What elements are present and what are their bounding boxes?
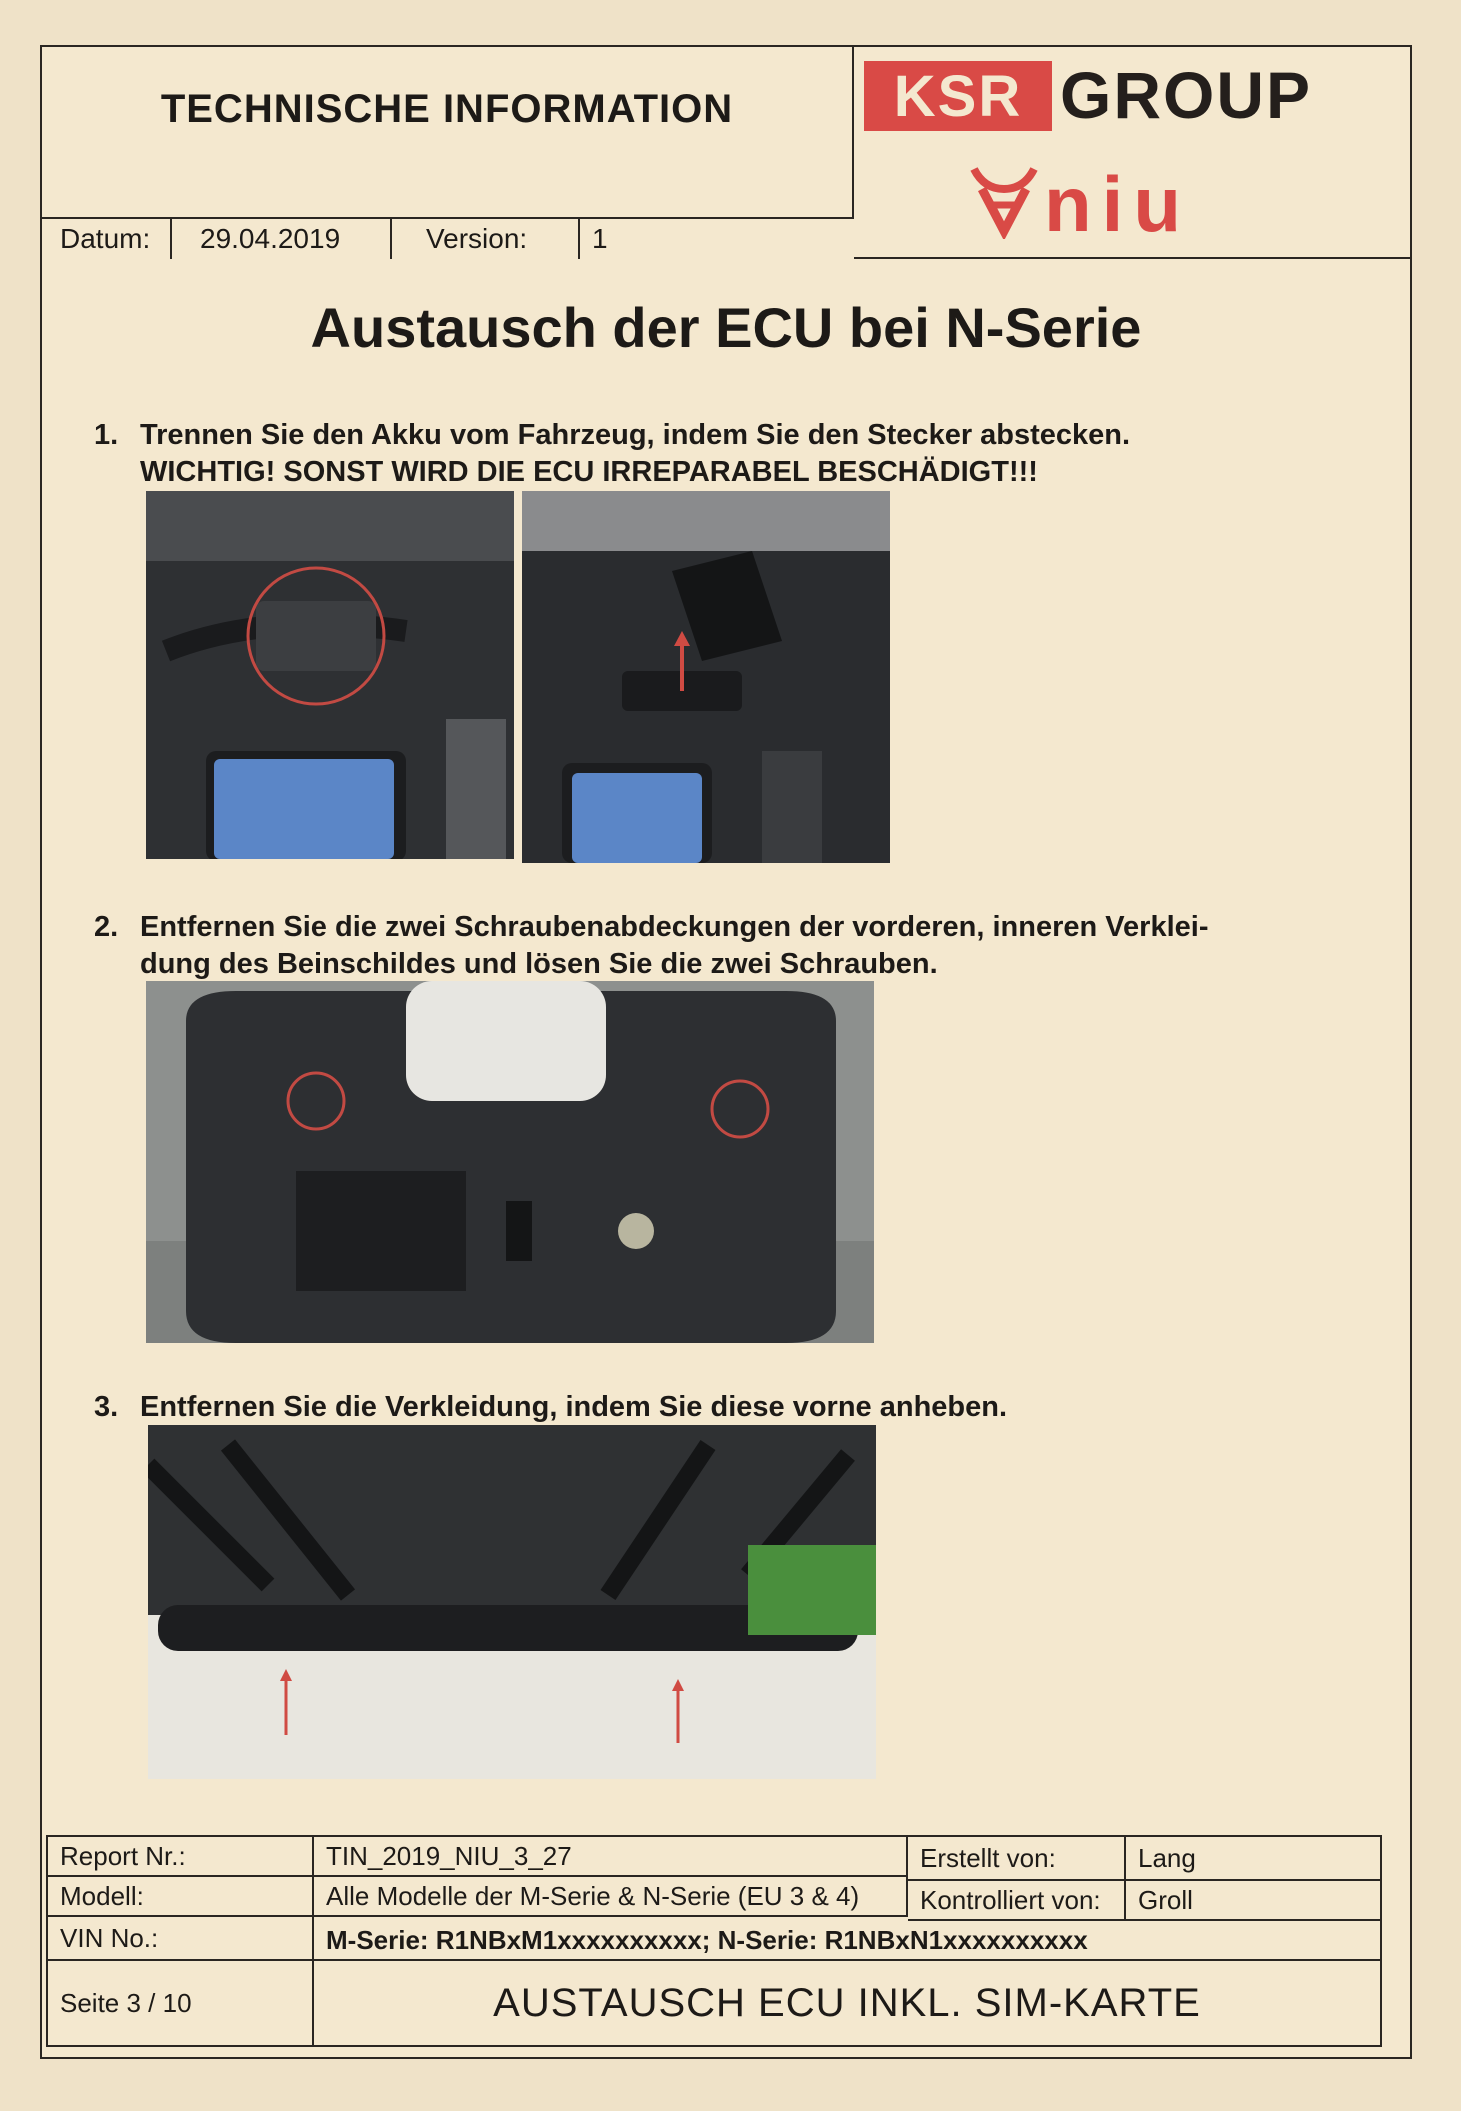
datum-value: 29.04.2019 [172, 219, 392, 259]
step-number: 1. [94, 419, 119, 451]
header-title-box [42, 47, 854, 219]
report-footer-table [46, 1835, 1382, 2047]
kontrolliert-value: Groll [1126, 1881, 1380, 1921]
kontrolliert-label: Kontrolliert von: [908, 1881, 1126, 1921]
panel-removal-image [148, 1425, 876, 1779]
photo-connector-unplugged [522, 491, 890, 863]
step-number: 2. [94, 911, 119, 943]
photo-screw-covers [146, 981, 874, 1343]
version-label: Version: [392, 219, 580, 259]
version-value: 1 [592, 223, 608, 254]
niu-bull-icon [964, 159, 1044, 239]
step-text: Trennen Sie den Akku vom Fahrzeug, indem Sie den Stecker abstecken. [140, 419, 1131, 451]
step-text: Entfernen Sie die zwei Schraubenabdeckungen der vorderen, inneren Verklei- [140, 911, 1209, 943]
erstellt-value: Lang [1126, 1837, 1380, 1881]
connector-unplugged-image [522, 491, 890, 863]
group-logo-text: GROUP [1060, 58, 1313, 132]
vin-label: VIN No.: [48, 1917, 314, 1961]
logo-box [854, 47, 1410, 259]
step-3 [94, 1389, 1007, 1426]
screw-covers-image [146, 981, 874, 1343]
report-value: TIN_2019_NIU_3_27 [314, 1837, 908, 1877]
step-number: 3. [94, 1391, 119, 1423]
battery-connector-image [146, 491, 514, 859]
ksr-logo: KSR [864, 61, 1052, 131]
modell-label: Modell: [48, 1877, 314, 1917]
erstellt-label: Erstellt von: [908, 1837, 1126, 1881]
photo-battery-connector [146, 491, 514, 859]
niu-logo-text: niu [1044, 160, 1191, 248]
header-meta-row [42, 217, 852, 259]
datum-label: Datum: [42, 219, 172, 259]
step-warning: WICHTIG! SONST WIRD DIE ECU IRREPARABEL BESCHÄDIGT!!! [140, 456, 1038, 488]
modell-value: Alle Modelle der M-Serie & N-Serie (EU 3 & 4) [314, 1877, 908, 1917]
report-label: Report Nr.: [48, 1837, 314, 1877]
page-title: Austausch der ECU bei N-Serie [310, 296, 1142, 359]
document-subject: AUSTAUSCH ECU INKL. SIM-KARTE [493, 1980, 1201, 2025]
vin-value: M-Serie: R1NBxM1xxxxxxxxxx; N-Serie: R1NBxN1xxxxxxxxxx [314, 1921, 1380, 1961]
step-text: Entfernen Sie die Verkleidung, indem Sie diese vorne anheben. [140, 1391, 1008, 1423]
photo-panel-removal [148, 1425, 876, 1779]
document-sheet [40, 45, 1412, 2059]
step-2 [94, 909, 1208, 983]
page-number: Seite 3 / 10 [48, 1961, 314, 2045]
step-text-continued: dung des Beinschildes und lösen Sie die zwei Schrauben. [140, 948, 938, 980]
header-title: TECHNISCHE INFORMATION [160, 87, 734, 131]
step-1 [94, 417, 1130, 491]
